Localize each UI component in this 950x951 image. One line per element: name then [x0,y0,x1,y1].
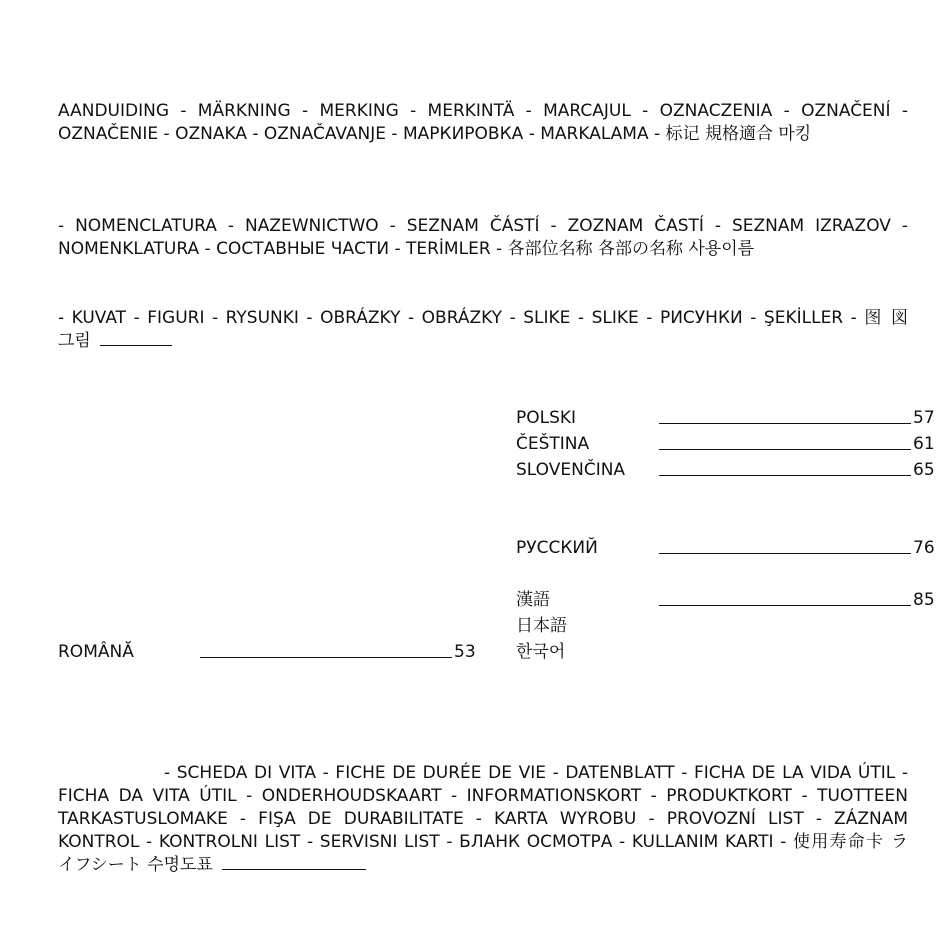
toc-row-russian[interactable] [516,536,936,560]
marking-line-1: AANDUIDING - MÄRKNING - MERKING - MERKINTÄ - MARCAJUL - OZNACZENIA - OZNAČENÍ - [58,101,908,121]
toc-name: 漢語 [516,590,550,610]
toc-row-polski[interactable] [516,406,936,430]
figures-line-2: 그림 [58,331,91,351]
toc-leader-rule [659,449,911,450]
toc-row-cestina[interactable] [516,432,936,456]
toc-page-number: 61 [913,434,935,454]
lifesheet-section [58,762,908,877]
toc-leader-rule [659,553,911,554]
toc-name: РУССКИЙ [516,538,598,558]
toc-name: ČEŠTINA [516,434,590,454]
toc-page-number: 57 [913,408,935,428]
lifesheet-line-5-wrap [58,854,908,877]
toc-leader-rule [659,605,911,606]
lifesheet-line-3: TARKASTUSLOMAKE - FIŞA DE DURABILITATE - KARTA WYROBU - PROVOZNÍ LIST - ZÁZNAM [58,809,908,829]
toc-page-number: 65 [913,460,935,480]
toc-name: ROMÂNĂ [58,642,134,662]
nomenclature-line-1: - NOMENCLATURA - NAZEWNICTWO - SEZNAM ČÁSTÍ - ZOZNAM ČASTÍ - SEZNAM IZRAZOV - [58,216,908,236]
figures-line-1: - KUVAT - FIGURI - RYSUNKI - OBRÁZKY - OBRÁZKY - SLIKE - SLIKE - РИСУНКИ - ŞEKİLLER - 图 図 [58,308,908,328]
lifesheet-line-4: KONTROL - KONTROLNI LIST - SERVISNI LIST - БЛАНК ОСМОТРА - KULLANIM KARTI - 使用寿命卡 ラ [58,832,908,852]
toc-leader-rule [200,657,452,658]
marking-line-2: OZNAČENIE - OZNAKA - OZNAČAVANJE - МАРКИРОВКА - MARKALAMA - 标记 規格適合 마킹 [58,124,812,144]
toc-name: 日本語 [516,616,567,636]
toc-page-number: 85 [913,590,935,610]
toc-name: POLSKI [516,408,577,428]
toc-row-chinese[interactable] [516,588,936,612]
nomenclature-section [58,215,908,261]
figures-line-2-wrap [58,330,908,353]
figures-blank-rule [100,344,172,346]
figures-section [58,307,908,353]
marking-section [58,100,908,146]
toc-leader-rule [659,475,911,476]
toc-row-romana[interactable] [58,640,478,664]
toc-name: SLOVENČINA [516,460,626,480]
nomenclature-line-2: NOMENKLATURA - СОСТАВНЫЕ ЧАСТИ - TERİMLER - 各部位名称 各部の名称 사용이름 [58,239,755,259]
lifesheet-line-5: イフシート 수명도표 [58,855,213,875]
toc-row-slovencina[interactable] [516,458,936,482]
lifesheet-line-1: - SCHEDA DI VITA - FICHE DE DURÉE DE VIE - DATENBLATT - FICHA DE LA VIDA ÚTIL - [164,763,908,783]
toc-leader-rule [659,423,911,424]
toc-page-number: 76 [913,538,935,558]
toc-page-number: 53 [454,642,476,662]
lifesheet-blank-rule [222,868,366,870]
lifesheet-line-2: FICHA DA VITA ÚTIL - ONDERHOUDSKAART - INFORMATIONSKORT - PRODUKTKORT - TUOTTEEN [58,786,908,806]
toc-row-japanese[interactable] [516,614,716,638]
toc-row-korean[interactable] [516,640,716,664]
toc-name: 한국어 [516,642,566,662]
